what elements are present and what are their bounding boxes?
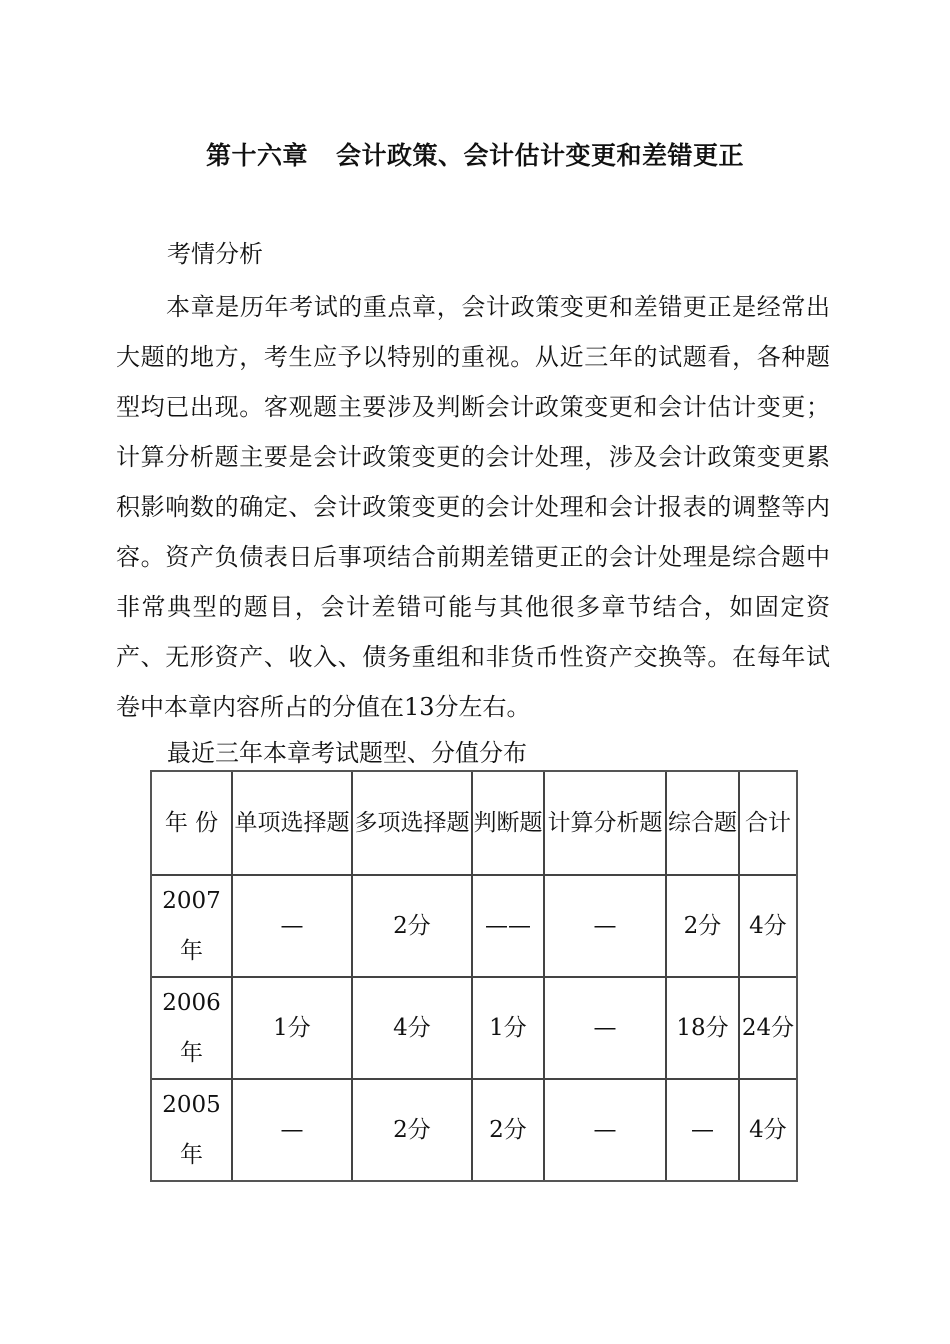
- table-cell: ——: [473, 876, 545, 978]
- table-cell: —: [545, 978, 667, 1080]
- table-cell: 2005年: [152, 1080, 233, 1180]
- table-caption: 最近三年本章考试题型、分值分布: [167, 739, 527, 767]
- table-cell: 2分: [667, 876, 740, 978]
- table-cell: 2分: [473, 1080, 545, 1180]
- table-row: [152, 978, 796, 1080]
- section-heading: 考情分析: [167, 240, 263, 268]
- header-cell-multiple-choice: 多项选择题: [353, 772, 473, 876]
- table-cell: —: [233, 1080, 353, 1180]
- table-header-row: [152, 772, 796, 876]
- table-cell: 4分: [740, 876, 796, 978]
- score-distribution-table: [150, 770, 798, 1182]
- chapter-title: [0, 136, 950, 172]
- header-cell-calculation: 计算分析题: [545, 772, 667, 876]
- table-cell: 2007年: [152, 876, 233, 978]
- table-cell: 4分: [353, 978, 473, 1080]
- chapter-topic: 会计政策、会计估计变更和差错更正: [336, 141, 745, 170]
- table-cell: —: [545, 876, 667, 978]
- table-cell: 1分: [233, 978, 353, 1080]
- table-cell: —: [233, 876, 353, 978]
- analysis-body: [116, 282, 830, 732]
- analysis-paragraph: 本章是历年考试的重点章，会计政策变更和差错更正是经常出大题的地方，考生应予以特别的重视。从近三年的试题看，各种题型均已出现。客观题主要涉及判断会计政策变更和会计估计变更；计算分析题主要是会计政策变更的会计处理，涉及会计政策变更累积影响数的确定、会计政策变更的会计处理和会计报表的调整等内容。资产负债表日后事项结合前期差错更正的会计处理是综合题中非常典型的题目，会计差错可能与其他很多章节结合，如固定资产、无形资产、收入、债务重组和非货币性资产交换等。在每年试卷中本章内容所占的分值在13分左右。: [116, 293, 830, 721]
- table-cell: 24分: [740, 978, 796, 1080]
- table-cell: 2分: [353, 876, 473, 978]
- header-cell-single-choice: 单项选择题: [233, 772, 353, 876]
- header-cell-year: 年 份: [152, 772, 233, 876]
- header-cell-true-false: 判断题: [473, 772, 545, 876]
- table-cell: 1分: [473, 978, 545, 1080]
- table-row: [152, 876, 796, 978]
- table-cell: 4分: [749, 1117, 787, 1143]
- header-cell-comprehensive: 综合题: [667, 772, 740, 876]
- table-cell: —: [667, 1080, 740, 1180]
- table-cell: 2006年: [152, 978, 233, 1080]
- table-cell: 18分: [667, 978, 740, 1080]
- table-cell: 2分: [353, 1080, 473, 1180]
- table-cell: —: [545, 1080, 667, 1180]
- chapter-number: 第十六章: [205, 141, 308, 170]
- table-row: [152, 1080, 796, 1180]
- header-cell-total: 合计: [740, 772, 796, 876]
